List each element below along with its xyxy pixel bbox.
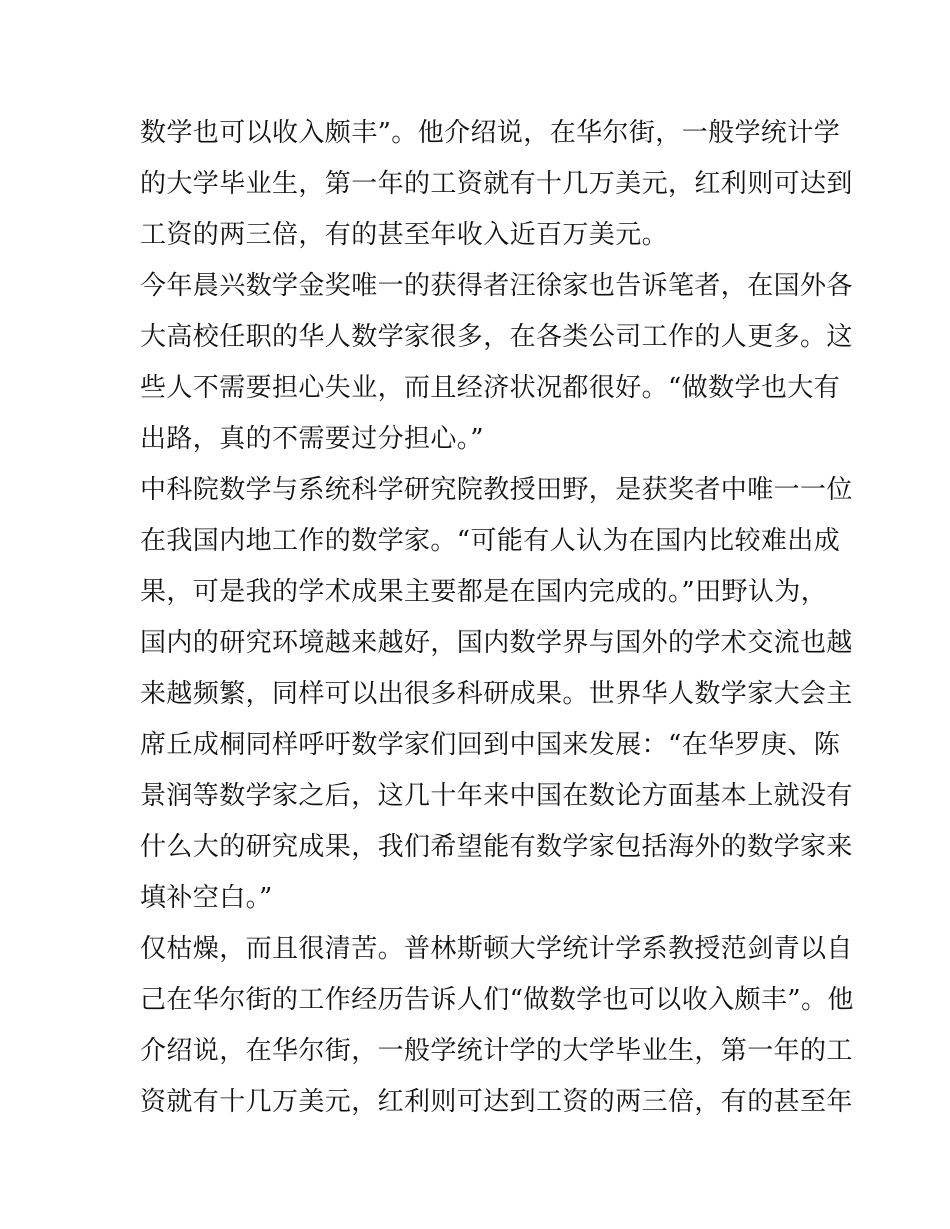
text-line: 数学也可以收入颇丰”。他介绍说，在华尔街，一般学统计学 [140,118,841,148]
text-line: 己在华尔街的工作经历告诉人们“做数学也可以收入颇丰”。他 [140,985,854,1015]
text-line: 在我国内地工作的数学家。“可能有人认为在国内比较难出成 [140,526,841,556]
text-line: 今年晨兴数学金奖唯一的获得者汪徐家也告诉笔者，在国外各 [140,271,853,301]
text-line: 些人不需要担心失业，而且经济状况都很好。“做数学也大有 [140,373,841,403]
text-line: 介绍说，在华尔街，一般学统计学的大学毕业生，第一年的工 [140,1036,853,1066]
text-line: 工资的两三倍，有的甚至年收入近百万美元。 [140,220,669,250]
text-line: 出路，真的不需要过分担心。” [140,424,484,454]
text-line: 的大学毕业生，第一年的工资就有十几万美元，红利则可达到 [140,169,853,199]
text-line: 席丘成桐同样呼吁数学家们回到中国来发展：“在华罗庚、陈 [140,730,841,760]
text-line: 国内的研究环境越来越好，国内数学界与国外的学术交流也越 [140,628,853,658]
text-line: 中科院数学与系统科学研究院教授田野，是获奖者中唯一一位 [140,475,853,505]
text-line: 来越频繁，同样可以出很多科研成果。世界华人数学家大会主 [140,679,853,709]
body-text [140,108,854,1128]
text-line: 仅枯燥，而且很清苦。普林斯顿大学统计学系教授范剑青以自 [140,934,853,964]
text-line: 填补空白。” [140,883,273,913]
text-line: 大高校任职的华人数学家很多，在各类公司工作的人更多。这 [140,322,853,352]
text-line: 景润等数学家之后，这几十年来中国在数论方面基本上就没有 [140,781,853,811]
text-line: 果，可是我的学术成果主要都是在国内完成的。”田野认为， [140,577,828,607]
text-line: 资就有十几万美元，红利则可达到工资的两三倍，有的甚至年 [140,1087,853,1117]
text-line: 什么大的研究成果，我们希望能有数学家包括海外的数学家来 [140,832,853,862]
